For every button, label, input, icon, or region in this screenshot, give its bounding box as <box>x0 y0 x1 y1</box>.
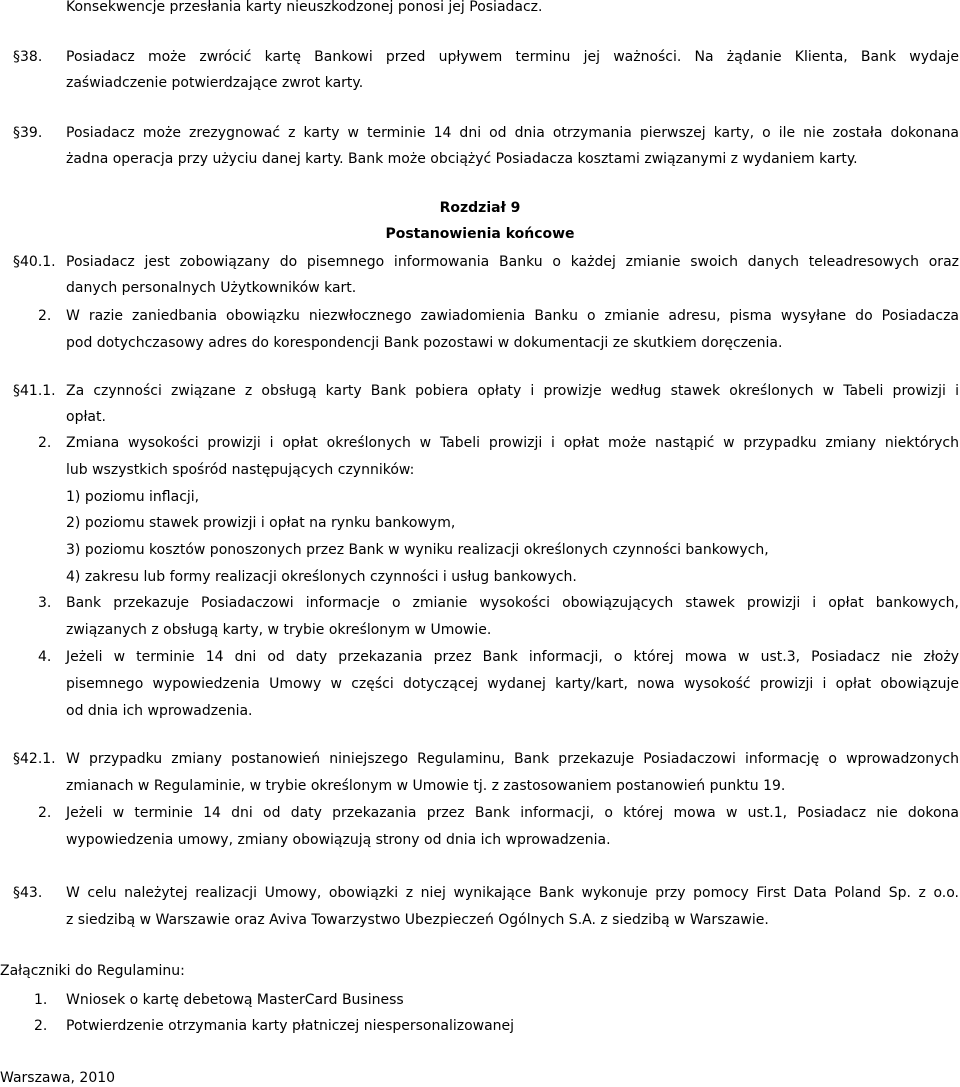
section-41-item-1-line-1: Za czynności związane z obsługą karty Bank pobiera opłaty i prowizje według stawek określonych w Tabeli prowizji i <box>66 383 959 399</box>
section-39-line-1: Posiadacz może zrezygnować z karty w terminie 14 dni od dnia otrzymania pierwszej karty, o ile nie została dokonana <box>66 125 959 141</box>
section-42-item-2-line-1: Jeżeli w terminie 14 dni od daty przekazania przez Bank informacji, o której mowa w ust.1, Posiadacz nie dokona <box>66 805 959 821</box>
section-41-item-4-number: 4. <box>38 649 52 665</box>
attachment-1: Wniosek o kartę debetową MasterCard Business <box>66 992 404 1008</box>
section-41-item-2-line-1: Zmiana wysokości prowizji i opłat określonych w Tabeli prowizji i opłat może nastąpić w przypadku zmiany niektórych <box>66 435 959 451</box>
section-42-item-1-line-1: W przypadku zmiany postanowień niniejszego Regulaminu, Bank przekazuje Posiadaczowi informację o wprowadzonych <box>66 751 959 767</box>
section-41-item-3-line-1: Bank przekazuje Posiadaczowi informacje o zmianie wysokości obowiązujących stawek prowizji i opłat bankowych, <box>66 595 959 611</box>
footer-place-date: Warszawa, 2010 <box>0 1070 116 1086</box>
section-42-item-1-line-2: zmianach w Regulaminie, w trybie określonym w Umowie tj. z zastosowaniem postanowień punktu 19. <box>66 778 786 794</box>
section-40-item-1-line-2: danych personalnych Użytkowników kart. <box>66 280 357 296</box>
chapter-subtitle: Postanowienia końcowe <box>385 226 575 242</box>
intro-text: Konsekwencje przesłania karty nieuszkodzonej ponosi jej Posiadacz. <box>66 0 543 15</box>
section-43-line-1: W celu należytej realizacji Umowy, obowiązki z niej wynikające Bank wykonuje przy pomocy First Data Poland Sp. z o.o. <box>66 885 959 901</box>
attachment-1-number: 1. <box>34 992 48 1008</box>
section-43-number: §43. <box>13 885 43 901</box>
section-41-sub-3: 3) poziomu kosztów ponoszonych przez Bank w wyniku realizacji określonych czynności bankowych, <box>66 542 769 558</box>
chapter-title: Rozdział 9 <box>439 200 521 216</box>
attachment-2: Potwierdzenie otrzymania karty płatniczej niespersonalizowanej <box>66 1018 515 1034</box>
section-41-sub-2: 2) poziomu stawek prowizji i opłat na rynku bankowym, <box>66 515 456 531</box>
section-41-item-4-line-1: Jeżeli w terminie 14 dni od daty przekazania przez Bank informacji, o której mowa w ust.3, Posiadacz nie złoży <box>66 649 959 665</box>
attachment-2-number: 2. <box>34 1018 48 1034</box>
section-41-sub-4: 4) zakresu lub formy realizacji określonych czynności i usług bankowych. <box>66 569 577 585</box>
section-41-item-3-number: 3. <box>38 595 52 611</box>
section-38-line-1: Posiadacz może zwrócić kartę Bankowi przed upływem terminu jej ważności. Na żądanie Klienta, Bank wydaje <box>66 49 959 65</box>
section-41-sub-1: 1) poziomu inflacji, <box>66 489 200 505</box>
section-41-number: §41.1. <box>13 383 56 399</box>
section-41-item-3-line-2: związanych z obsługą karty, w trybie określonym w Umowie. <box>66 622 492 638</box>
section-43-line-2: z siedzibą w Warszawie oraz Aviva Towarzystwo Ubezpieczeń Ogólnych S.A. z siedzibą w Warszawie. <box>66 912 769 928</box>
section-40-item-1-line-1: Posiadacz jest zobowiązany do pisemnego informowania Banku o każdej zmianie swoich danych teleadresowych oraz <box>66 254 959 270</box>
section-42-item-2-number: 2. <box>38 805 52 821</box>
section-41-item-4-line-3: od dnia ich wprowadzenia. <box>66 703 253 719</box>
section-38-number: §38. <box>13 49 43 65</box>
section-42-item-2-line-2: wypowiedzenia umowy, zmiany obowiązują strony od dnia ich wprowadzenia. <box>66 832 611 848</box>
section-41-item-4-line-2: pisemnego wypowiedzenia Umowy w części dotyczącej wydanej karty/kart, nowa wysokość prowizji i opłat obowiązuje <box>66 676 959 692</box>
section-41-item-2-number: 2. <box>38 435 52 451</box>
section-39-number: §39. <box>13 125 43 141</box>
section-41-item-2-line-2: lub wszystkich spośród następujących czynników: <box>66 462 415 478</box>
section-41-item-1-line-2: opłat. <box>66 409 106 425</box>
section-40-item-2-number: 2. <box>38 308 52 324</box>
section-42-number: §42.1. <box>13 751 56 767</box>
section-40-item-2-line-1: W razie zaniedbania obowiązku niezwłocznego zawiadomienia Banku o zmianie adresu, pisma wysyłane do Posiadacza <box>66 308 959 324</box>
attachments-heading: Załączniki do Regulaminu: <box>0 963 185 979</box>
section-38-line-2: zaświadczenie potwierdzające zwrot karty. <box>66 75 364 91</box>
section-39-line-2: żadna operacja przy użyciu danej karty. Bank może obciążyć Posiadacza kosztami związanymi z wydaniem karty. <box>66 151 858 167</box>
section-40-number: §40.1. <box>13 254 56 270</box>
section-40-item-2-line-2: pod dotychczasowy adres do korespondencji Bank pozostawi w dokumentacji ze skutkiem doręczenia. <box>66 335 783 351</box>
